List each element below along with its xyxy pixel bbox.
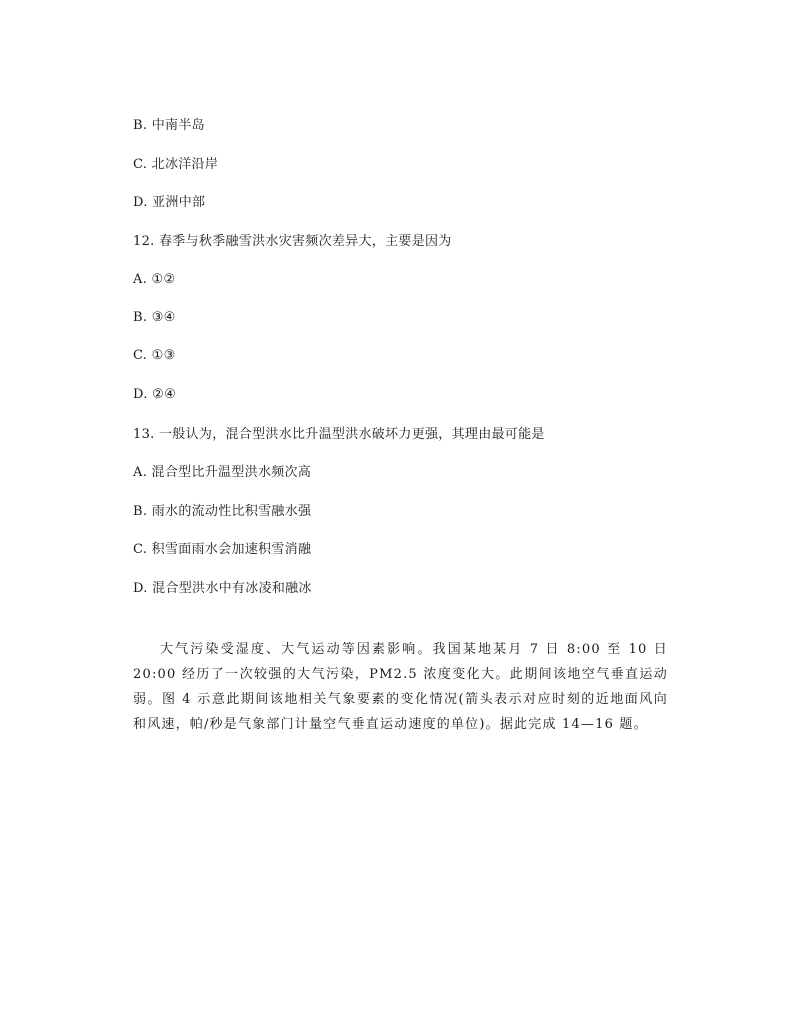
option-a: A. 混合型比升温型洪水频次高: [133, 465, 312, 480]
reading-passage: 大气污染受湿度、大气运动等因素影响。我国某地某月 7 日 8:00 至 10 日 20:00 经历了一次较强的大气污染，PM2.5 浓度变化大。此期间该地空气垂直运动弱。图 4 示意此期间该地相关气象要素的变化情况(箭头表示对应时刻的近地面风向和风速，帕/秒是气象部门计量空气垂直运动速度的单位)。据此完成 14—16 题。: [133, 642, 668, 732]
option-c: C. 积雪面雨水会加速积雪消融: [133, 542, 312, 557]
option-c: C. ①③: [133, 348, 176, 363]
option-c: C. 北冰洋沿岸: [133, 157, 219, 172]
option-d: D. ②④: [133, 387, 177, 402]
option-d: D. 混合型洪水中有冰凌和融冰: [133, 581, 312, 596]
option-a: A. ①②: [133, 272, 176, 287]
option-b: B. 中南半岛: [133, 118, 205, 133]
option-d: D. 亚洲中部: [133, 195, 206, 210]
option-b: B. ③④: [133, 310, 176, 325]
question-stem: 13. 一般认为，混合型洪水比升温型洪水破坏力更强，其理由最可能是: [133, 427, 545, 442]
question-stem: 12. 春季与秋季融雪洪水灾害频次差异大，主要是因为: [133, 234, 452, 249]
option-b: B. 雨水的流动性比积雪融水强: [133, 504, 312, 519]
